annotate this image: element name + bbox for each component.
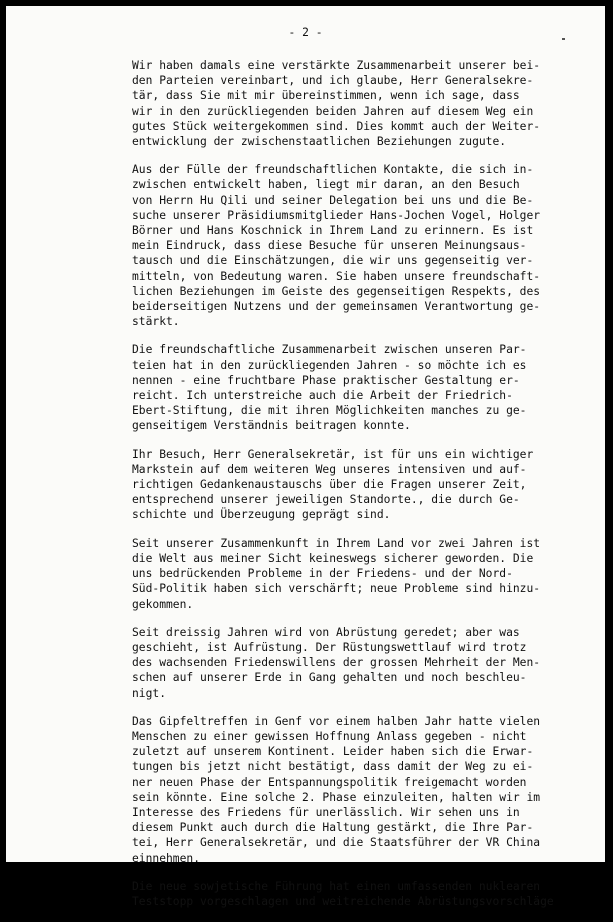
text-line: Börner und Hans Koschnick in Ihrem Land zu erinnern. Es ist (132, 224, 534, 238)
text-line: nigt. (132, 686, 167, 700)
body-text (132, 58, 594, 922)
text-line: Menschen zu einer gewissen Hoffnung Anlass gegeben - nicht (132, 729, 527, 743)
text-line: Wir haben damals eine verstärkte Zusammenarbeit unserer bei- (132, 59, 541, 72)
text-line: schichte und Überzeugung geprägt sind. (132, 508, 391, 522)
text-line: wir in den zurückliegenden beiden Jahren auf diesem Weg ein (132, 104, 534, 118)
text-line: Das Gipfeltreffen in Genf vor einem halben Jahr hatte vielen (132, 714, 541, 728)
text-line: von Herrn Hu Qili und seiner Delegation bei uns und die Be- (132, 193, 534, 207)
text-line: Teststopp vorgeschlagen und weitreichende Abrüstungsvorschläge (132, 894, 554, 908)
text-line: Interesse des Friedens für unerlässlich. Wir sehen uns in (132, 805, 520, 819)
paragraph (132, 714, 594, 866)
text-line: ner neuen Phase der Entspannungspolitik freigemacht worden (132, 775, 527, 789)
document-page (6, 6, 605, 908)
text-line: des wachsenden Friedenswillens der grossen Mehrheit der Men- (132, 656, 541, 670)
text-line: Markstein auf dem weiteren Weg unseres intensiven und auf- (132, 462, 527, 476)
text-line: teien hat in den zurückliegenden Jahren - so möchte ich es (132, 358, 527, 372)
paragraph (132, 625, 594, 701)
text-line: tausch und die Einschätzungen, die wir uns gegenseitig ver- (132, 254, 534, 268)
paragraph (132, 879, 594, 909)
text-line: stärkt. (132, 315, 180, 329)
text-line: gekommen. (132, 597, 194, 611)
text-line: zwischen entwickelt haben, liegt mir daran, an den Besuch (132, 178, 520, 192)
paragraph (132, 58, 594, 149)
text-line: schen auf unserer Erde in Gang gehalten und noch beschleu- (132, 671, 527, 685)
text-line: beiderseitigen Nutzens und der gemeinsamen Verantwortung ge- (132, 300, 541, 314)
text-line: zuletzt auf unserem Kontinent. Leider haben sich die Erwar- (132, 745, 534, 759)
text-line: mein Eindruck, dass diese Besuche für unseren Meinungsaus- (132, 239, 527, 253)
text-line: Ebert-Stiftung, die mit ihren Möglichkeiten manches zu ge- (132, 404, 527, 418)
text-line: einnehmen. (132, 851, 201, 865)
text-line: Seit unserer Zusammenkunft in Ihrem Land vor zwei Jahren ist (132, 536, 541, 550)
text-line: tungen bis jetzt nicht bestätigt, dass damit der Weg zu ei- (132, 760, 534, 774)
text-line: tei, Herr Generalsekretär, und die Staatsführer der VR China (132, 836, 541, 850)
paragraph (132, 342, 594, 433)
text-line: sein könnte. Eine solche 2. Phase einzuleiten, halten wir im (132, 790, 541, 804)
text-line: richtigen Gedankenaustauschs über die Fragen unserer Zeit, (132, 478, 527, 492)
text-line: entwicklung der zwischenstaatlichen Beziehungen zugute. (132, 135, 507, 149)
text-line: Ihr Besuch, Herr Generalsekretär, ist für uns ein wichtiger (132, 447, 534, 461)
paragraph (132, 447, 594, 523)
text-line: gutes Stück weitergekommen sind. Dies kommt auch der Weiter- (132, 119, 541, 133)
page-number: - 2 - (288, 26, 323, 39)
text-line: mitteln, von Bedeutung waren. Sie haben unsere freundschaft- (132, 269, 541, 283)
text-line: tär, dass Sie mit mir übereinstimmen, wenn ich sage, dass (132, 89, 520, 103)
text-line: Süd-Politik haben sich verschärft; neue Probleme sind hinzu- (132, 582, 541, 596)
paragraph (132, 536, 594, 612)
text-line: die Welt aus meiner Sicht keineswegs sicherer geworden. Die (132, 551, 534, 565)
text-line: entsprechend unserer jeweiligen Standorte., die durch Ge- (132, 493, 520, 507)
text-line: Die neue sowjetische Führung hat einen umfassenden nuklearen (132, 879, 541, 893)
paragraph (132, 162, 594, 329)
text-line: Seit dreissig Jahren wird von Abrüstung geredet; aber was (132, 625, 520, 639)
text-line: lichen Beziehungen im Geiste des gegenseitigen Respekts, des (132, 284, 541, 298)
text-line: uns bedrückenden Probleme in der Friedens- und der Nord- (132, 567, 513, 581)
text-line: suche unserer Präsidiumsmitglieder Hans-Jochen Vogel, Holger (132, 208, 541, 222)
text-line: genseitigem Verständnis beitragen konnte. (132, 419, 411, 433)
text-line: reicht. Ich unterstreiche auch die Arbeit der Friedrich- (132, 389, 513, 403)
text-line: nennen - eine fruchtbare Phase praktischer Gestaltung er- (132, 373, 520, 387)
text-line: diesem Punkt auch durch die Haltung gestärkt, die Ihre Par- (132, 821, 534, 835)
text-line: geschieht, ist Aufrüstung. Der Rüstungswettlauf wird trotz (132, 640, 527, 654)
scan-mark (562, 38, 565, 40)
text-line: Aus der Fülle der freundschaftlichen Kontakte, die sich in- (132, 163, 534, 177)
text-line: Die freundschaftliche Zusammenarbeit zwischen unseren Par- (132, 343, 527, 357)
text-line: den Parteien vereinbart, und ich glaube, Herr Generalsekre- (132, 74, 534, 88)
